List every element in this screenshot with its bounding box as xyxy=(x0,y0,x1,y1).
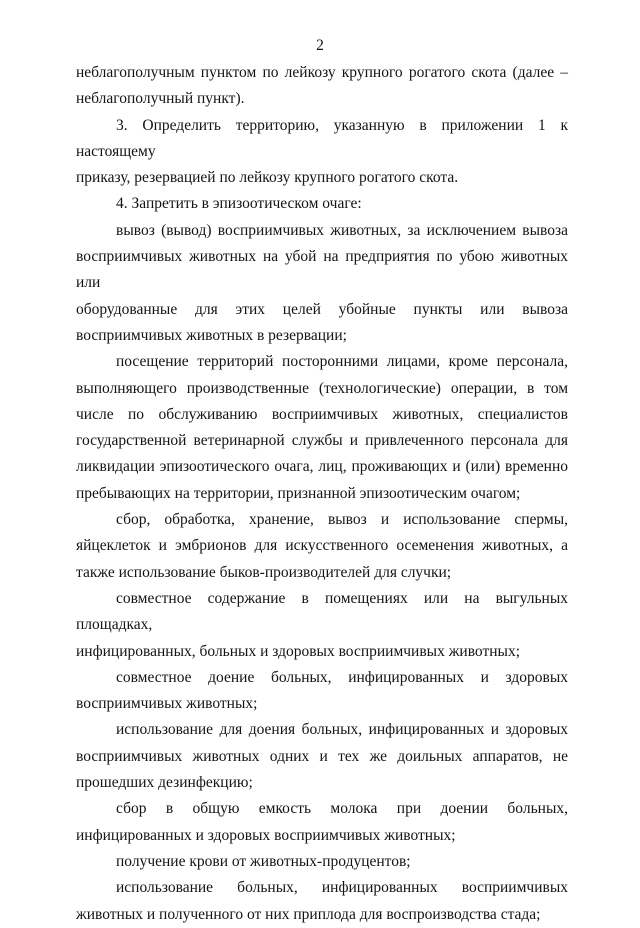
paragraph-p8-line-2: восприимчивых животных одних и тех же доильных аппаратов, не xyxy=(76,747,568,765)
paragraph-p4-line-5: ликвидации эпизоотического очага, лиц, проживающих и (или) временно xyxy=(76,458,568,476)
paragraph-p11-line-2: животных и полученного от них приплода для воспроизводства стада; xyxy=(76,905,541,923)
paragraph-p6-line-1: совместное содержание в помещениях или на выгульных площадках, xyxy=(76,589,568,634)
paragraph-p0-line-2: неблагополучный пункт). xyxy=(76,90,245,108)
paragraph-p4-line-3: числе по обслуживанию восприимчивых животных, специалистов xyxy=(76,405,568,423)
paragraph-p5-line-2: яйцеклеток и эмбрионов для искусственного осеменения животных, а xyxy=(76,537,568,555)
paragraph-p6-line-2: инфицированных, больных и здоровых восприимчивых животных; xyxy=(76,642,521,660)
paragraph-p7-line-1: совместное доение больных, инфицированных и здоровых xyxy=(116,668,568,686)
paragraph-p9-line-2: инфицированных и здоровых восприимчивых животных; xyxy=(76,826,456,844)
paragraph-p3-line-3: оборудованные для этих целей убойные пункты или вывоза xyxy=(76,300,568,318)
paragraph-p1-line-1: 3. Определить территорию, указанную в приложении 1 к настоящему xyxy=(76,116,568,160)
paragraph-p8-line-3: прошедших дезинфекцию; xyxy=(76,774,253,792)
paragraph-p5-line-1: сбор, обработка, хранение, вывоз и использование спермы, xyxy=(116,511,568,529)
paragraph-p1-line-2: приказу, резервацией по лейкозу крупного рогатого скота. xyxy=(76,169,459,187)
paragraph-p0-line-1: неблагополучным пунктом по лейкозу крупного рогатого скота (далее – xyxy=(76,64,568,81)
paragraph-p3-line-2: восприимчивых животных на убой на предприятия по убою животных или xyxy=(76,248,568,292)
paragraph-p5-line-3: также использование быков-производителей для случки; xyxy=(76,563,452,581)
paragraph-p7-line-2: восприимчивых животных; xyxy=(76,695,258,713)
paragraph-p10-line-1: получение крови от животных-продуцентов; xyxy=(116,852,411,870)
paragraph-p11-line-1: использование больных, инфицированных восприимчивых xyxy=(116,879,568,897)
paragraph-p4-line-2: выполняющего производственные (технологические) операции, в том xyxy=(76,379,568,397)
paragraph-p4-line-4: государственной ветеринарной службы и привлеченного персонала для xyxy=(76,432,568,450)
paragraph-p4-line-6: пребывающих на территории, признанной эпизоотическим очагом; xyxy=(76,484,521,502)
paragraph-p8-line-1: использование для доения больных, инфицированных и здоровых xyxy=(116,721,568,739)
page-number: 2 xyxy=(316,37,324,54)
paragraph-p9-line-1: сбор в общую емкость молока при доении больных, xyxy=(116,800,568,818)
paragraph-p4-line-1: посещение территорий посторонними лицами, кроме персонала, xyxy=(116,353,568,371)
paragraph-p3-line-4: восприимчивых животных в резервации; xyxy=(76,326,347,344)
document-body xyxy=(76,60,568,928)
paragraph-p2-line-1: 4. Запретить в эпизоотическом очаге: xyxy=(116,195,362,213)
paragraph-p3-line-1: вывоз (вывод) восприимчивых животных, за исключением вывоза xyxy=(116,221,568,239)
